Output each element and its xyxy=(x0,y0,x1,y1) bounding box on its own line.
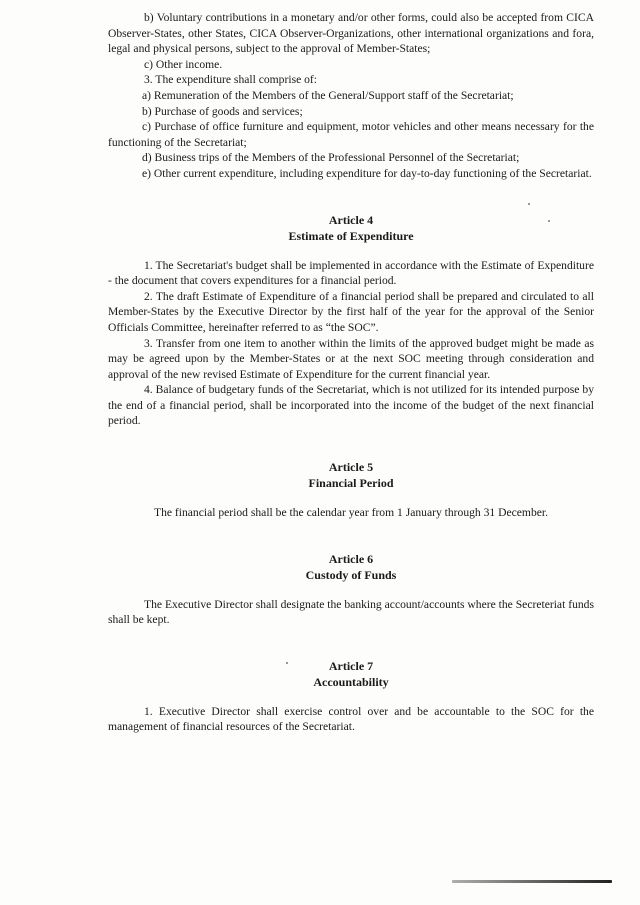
article-4-heading xyxy=(108,212,594,244)
article-6 xyxy=(108,551,594,628)
footer-rule xyxy=(452,880,612,883)
article-4-paragraph-4: 4. Balance of budgetary funds of the Secretariat, which is not utilized for its intended purpose by the end of a financial period, shall be incorporated into the income of the budget of the next financial period. xyxy=(108,383,594,428)
article-7-number: Article 7 xyxy=(328,658,374,673)
article-4-paragraph-2: 2. The draft Estimate of Expenditure of a financial period shall be prepared and circulated to all Member-States by the Executive Director by the first half of the year for the approval of the Senior Officials Committee, hereinafter referred to as “the SOC”. xyxy=(108,289,594,334)
expenditure-item-c: c) Purchase of office furniture and equipment, motor vehicles and other means necessary for the functioning of the Secretariat; xyxy=(108,120,594,149)
article-4-paragraph-3: 3. Transfer from one item to another within the limits of the approved budget might be made as may be agreed upon by the Member-States or at the next SOC meeting through consideration and approval of the new revised Estimate of Expenditure for the current financial year. xyxy=(108,336,594,381)
expenditure-item-b: b) Purchase of goods and services; xyxy=(142,104,303,118)
article-6-number: Article 6 xyxy=(328,551,374,566)
scan-speck xyxy=(286,662,288,664)
expenditure-item-d: d) Business trips of the Members of the Professional Personnel of the Secretariat; xyxy=(142,151,520,165)
article-5-heading xyxy=(108,459,594,491)
article-4-paragraph-1: 1. The Secretariat's budget shall be implemented in accordance with the Estimate of Expenditure - the document that covers expenditures for a financial period. xyxy=(108,258,594,288)
article-6-paragraph-1: The Executive Director shall designate the banking account/accounts where the Secreteriat funds shall be kept. xyxy=(108,597,594,627)
article-5-paragraph-1: The financial period shall be the calendar year from 1 January through 31 December. xyxy=(153,506,549,520)
scan-speck xyxy=(528,203,530,205)
item-b-voluntary-contributions: b) Voluntary contributions in a monetary and/or other forms, could also be accepted from CICA Observer-States, other States, CICA Observer-Organizations, other international organizations and fora, legal and physical persons, subject to the approval of Member-States; xyxy=(108,11,594,56)
article-4-number: Article 4 xyxy=(328,212,374,227)
expenditure-item-a: a) Remuneration of the Members of the General/Support staff of the Secretariat; xyxy=(142,88,514,102)
paragraph-3-expenditure-intro: 3. The expenditure shall comprise of: xyxy=(144,73,318,87)
article-6-title: Custody of Funds xyxy=(305,567,397,582)
expenditure-item-e: e) Other current expenditure, including expenditure for day-to-day functioning of the Secretariat. xyxy=(142,166,592,180)
article-5 xyxy=(108,459,594,521)
article-7-heading xyxy=(108,658,594,690)
article-7-title: Accountability xyxy=(313,674,389,689)
document-body xyxy=(108,10,594,735)
item-c-other-income: c) Other income. xyxy=(144,57,223,71)
article-7 xyxy=(108,658,594,735)
article-7-paragraph-1: 1. Executive Director shall exercise control over and be accountable to the SOC for the management of financial resources of the Secretariat. xyxy=(108,704,594,734)
article-4 xyxy=(108,212,594,430)
article-5-number: Article 5 xyxy=(328,460,374,475)
article-4-title: Estimate of Expenditure xyxy=(288,228,414,243)
article-6-heading xyxy=(108,551,594,583)
article-3-continuation xyxy=(108,10,594,182)
article-5-title: Financial Period xyxy=(308,476,394,491)
scan-speck xyxy=(548,220,550,222)
